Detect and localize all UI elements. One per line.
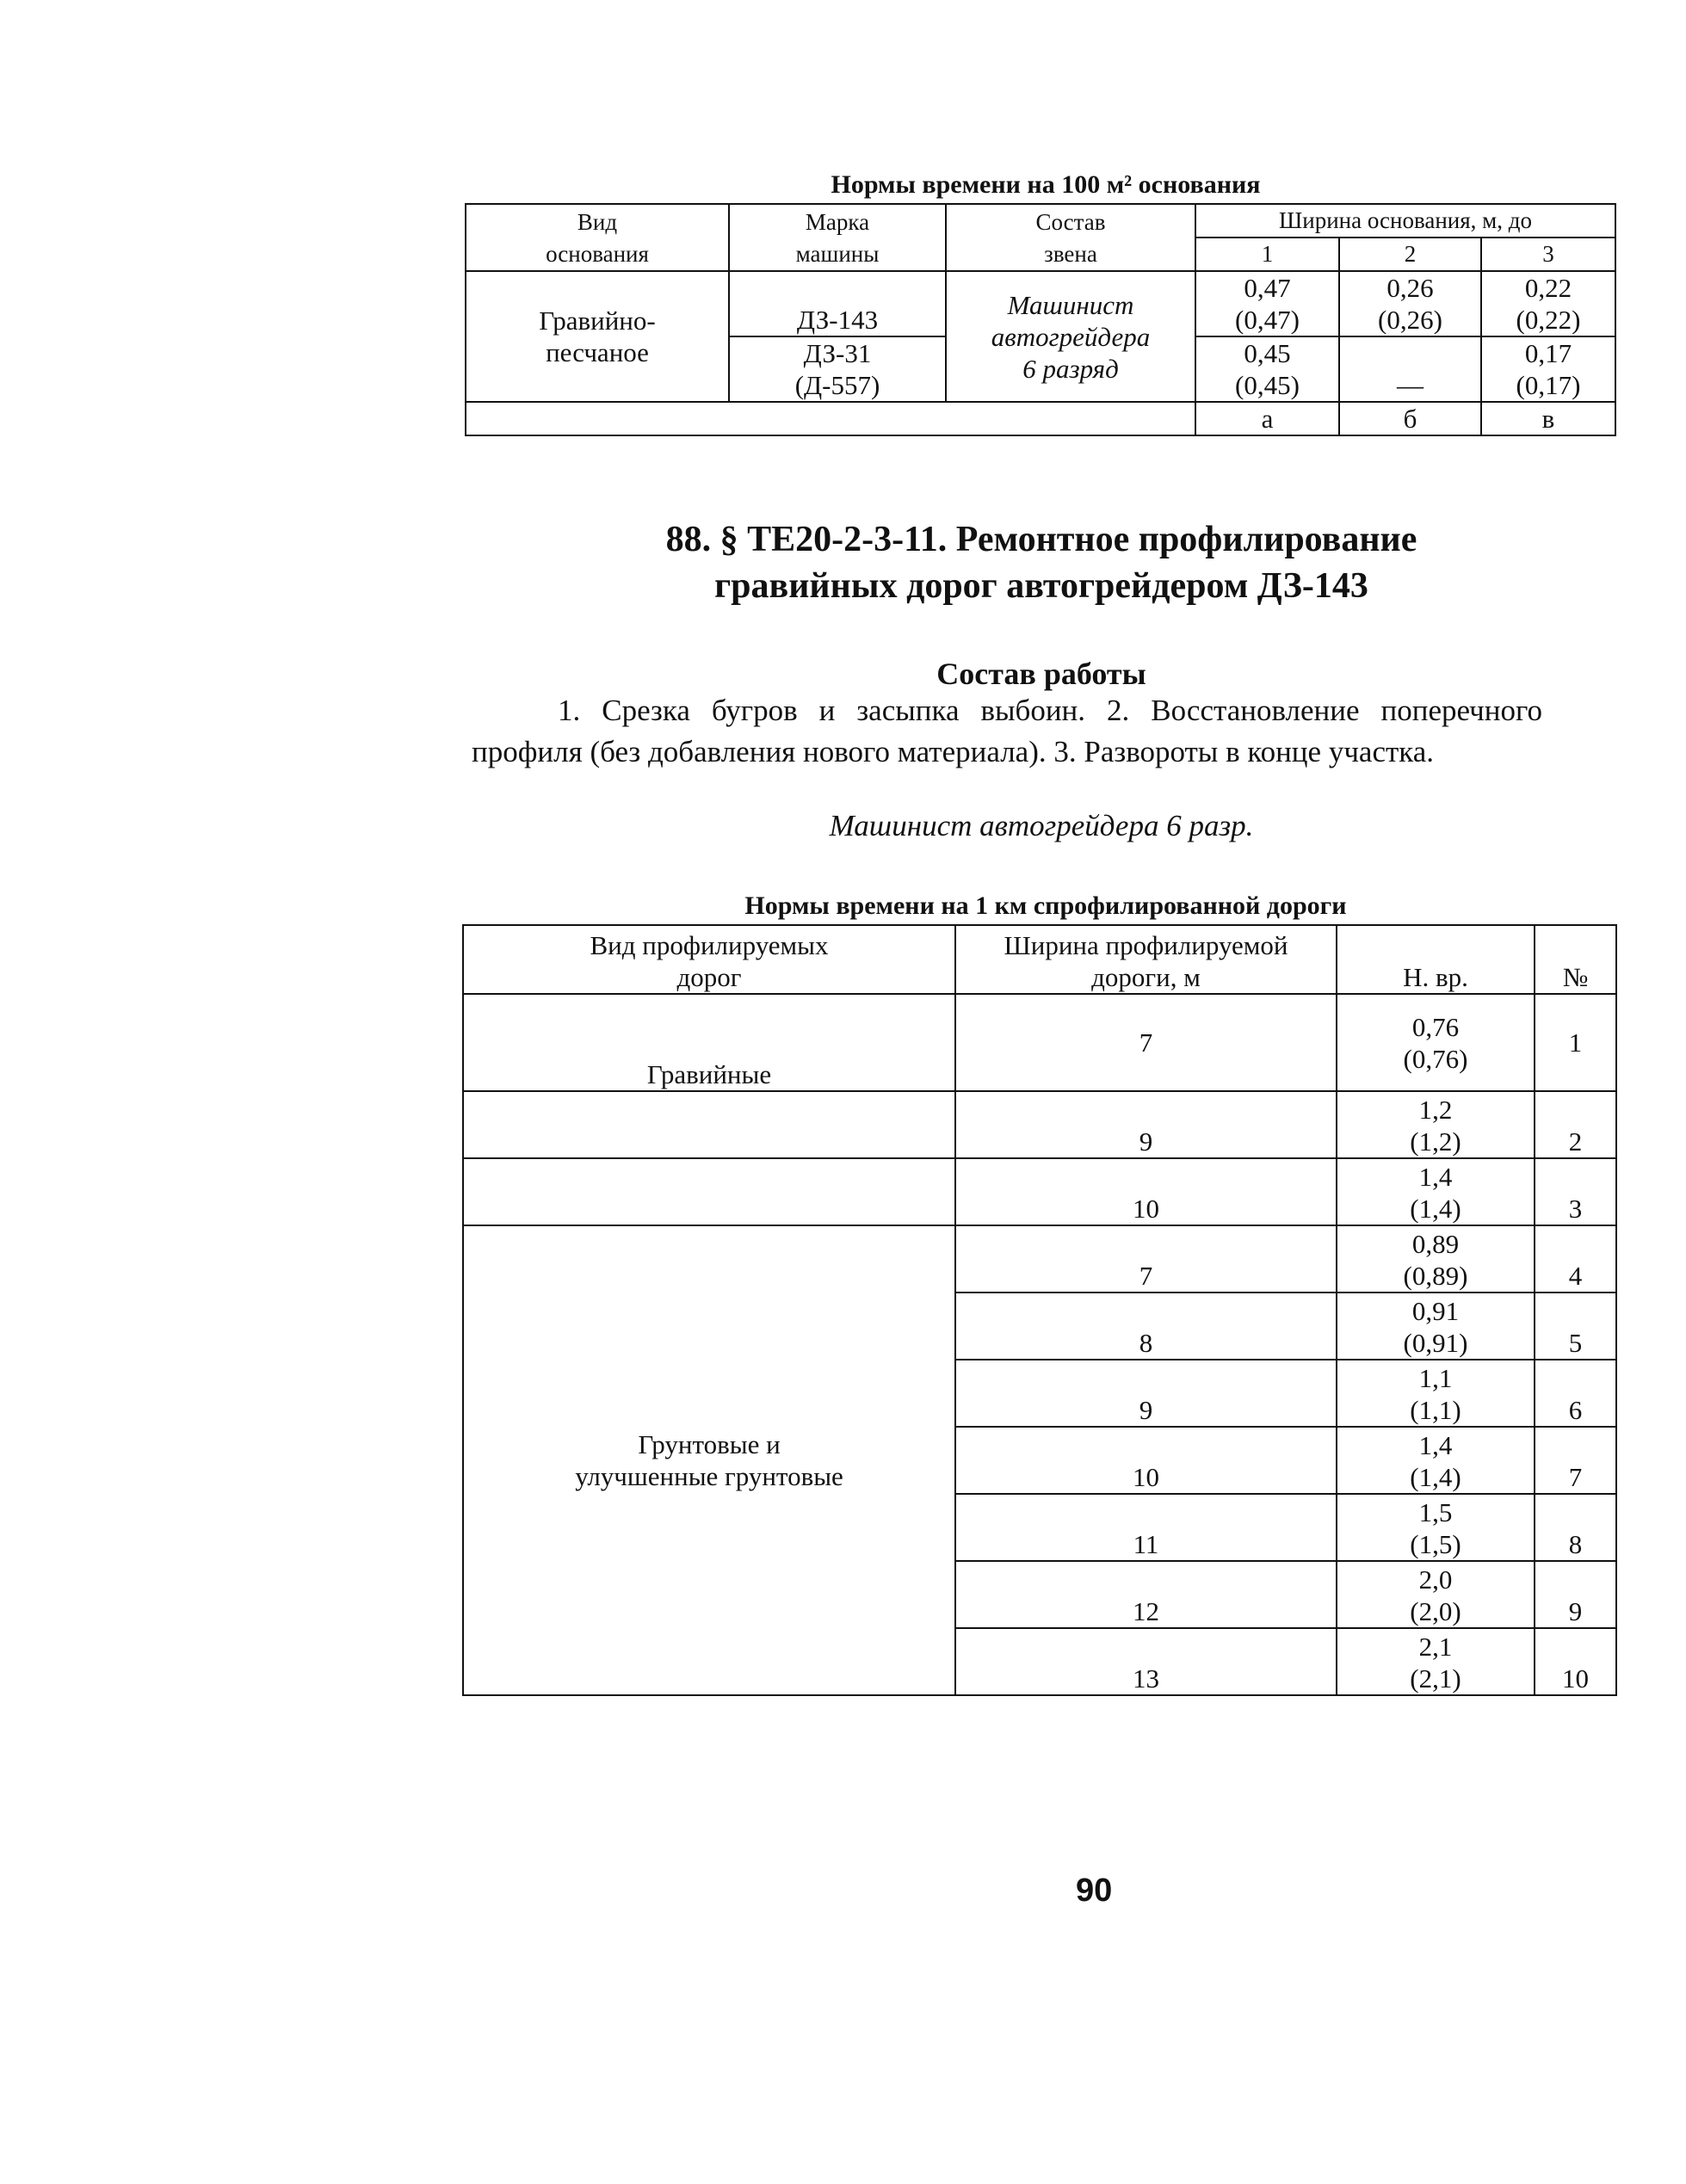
t2-r10-width: 13 [955, 1628, 1337, 1695]
section-title: 88. § ТЕ20-2-3-11. Ремонтное профилирование гравийных дорог автогрейдером ДЗ-143 [665, 520, 1417, 606]
t1-header-crew: Состав звена [946, 204, 1195, 271]
page-number: 90 [1076, 1872, 1113, 1909]
t2-header-width: Ширина профилируемой дороги, м [955, 925, 1337, 994]
t1-r2-c1: 0,45 (0,45) [1195, 336, 1339, 402]
t1-machine-dz143: ДЗ-143 [729, 271, 946, 336]
t2-group-dirt: Грунтовые и улучшенные грунтовые [463, 1225, 955, 1695]
work-description: 1. Срезка бугров и засыпка выбоин. 2. Восстановление поперечного профиля (без добавления нового материала). 3. Развороты в конце участка. [472, 694, 1542, 768]
t2-r10-num: 10 [1535, 1628, 1616, 1695]
t2-r4-num: 4 [1535, 1225, 1616, 1293]
t1-r2-c3: 0,17 (0,17) [1481, 336, 1615, 402]
table2 [462, 924, 1617, 1696]
t2-header-num: № [1535, 925, 1616, 994]
t2-r3-num: 3 [1535, 1158, 1616, 1225]
t2-r7-norm: 1,4 (1,4) [1337, 1427, 1535, 1494]
t2-r7-num: 7 [1535, 1427, 1616, 1494]
t2-r2-road [463, 1091, 955, 1158]
t2-r1-width: 7 [955, 994, 1337, 1091]
t2-r9-num: 9 [1535, 1561, 1616, 1628]
t1-header-width-2: 2 [1339, 238, 1481, 271]
table1-caption: Нормы времени на 100 м² основания [831, 170, 1261, 199]
t2-r10-norm: 2,1 (2,1) [1337, 1628, 1535, 1695]
t1-r1-c3: 0,22 (0,22) [1481, 271, 1615, 336]
t2-r3-width: 10 [955, 1158, 1337, 1225]
t1-header-width: Ширина основания, м, до [1195, 204, 1615, 238]
worker-line: Машинист автогрейдера 6 разр. [829, 809, 1254, 842]
t1-header-width-3: 3 [1481, 238, 1615, 271]
t2-r5-norm: 0,91 (0,91) [1337, 1293, 1535, 1360]
t2-r7-width: 10 [955, 1427, 1337, 1494]
t2-r8-num: 8 [1535, 1494, 1616, 1561]
t2-r2-norm: 1,2 (1,2) [1337, 1091, 1535, 1158]
table1 [465, 203, 1616, 436]
t1-crew: Машинист автогрейдера 6 разряд [946, 271, 1195, 402]
t2-r6-num: 6 [1535, 1360, 1616, 1427]
t2-r8-width: 11 [955, 1494, 1337, 1561]
t1-header-machine: Марка машины [729, 204, 946, 271]
t2-r2-width: 9 [955, 1091, 1337, 1158]
t2-r5-num: 5 [1535, 1293, 1616, 1360]
t1-footer-empty [466, 402, 1195, 435]
t1-footer-b: б [1339, 402, 1481, 435]
t1-header-width-1: 1 [1195, 238, 1339, 271]
t2-header-norm: Н. вр. [1337, 925, 1535, 994]
t1-footer-a: а [1195, 402, 1339, 435]
t1-header-base-type: Вид основания [466, 204, 729, 271]
t2-r3-road [463, 1158, 955, 1225]
t1-footer-v: в [1481, 402, 1615, 435]
t1-r2-c2: — [1339, 336, 1481, 402]
t2-r1-norm: 0,76 (0,76) [1337, 994, 1535, 1091]
t2-r4-norm: 0,89 (0,89) [1337, 1225, 1535, 1293]
t1-r1-c1: 0,47 (0,47) [1195, 271, 1339, 336]
t2-r2-num: 2 [1535, 1091, 1616, 1158]
t2-r6-norm: 1,1 (1,1) [1337, 1360, 1535, 1427]
t2-r8-norm: 1,5 (1,5) [1337, 1494, 1535, 1561]
t1-base-type: Гравийно- песчаное [466, 271, 729, 402]
t2-r5-width: 8 [955, 1293, 1337, 1360]
t2-group-gravel: Гравийные [463, 994, 955, 1091]
table2-caption: Нормы времени на 1 км спрофилированной дороги [744, 891, 1347, 920]
t2-r6-width: 9 [955, 1360, 1337, 1427]
t2-r9-width: 12 [955, 1561, 1337, 1628]
t1-r1-c2: 0,26 (0,26) [1339, 271, 1481, 336]
t2-r3-norm: 1,4 (1,4) [1337, 1158, 1535, 1225]
t1-machine-dz31: ДЗ-31 (Д-557) [729, 336, 946, 402]
t2-r1-num: 1 [1535, 994, 1616, 1091]
t2-r9-norm: 2,0 (2,0) [1337, 1561, 1535, 1628]
work-heading: Состав работы [936, 657, 1146, 691]
t2-header-road-type: Вид профилируемых дорог [463, 925, 955, 994]
t2-r4-width: 7 [955, 1225, 1337, 1293]
